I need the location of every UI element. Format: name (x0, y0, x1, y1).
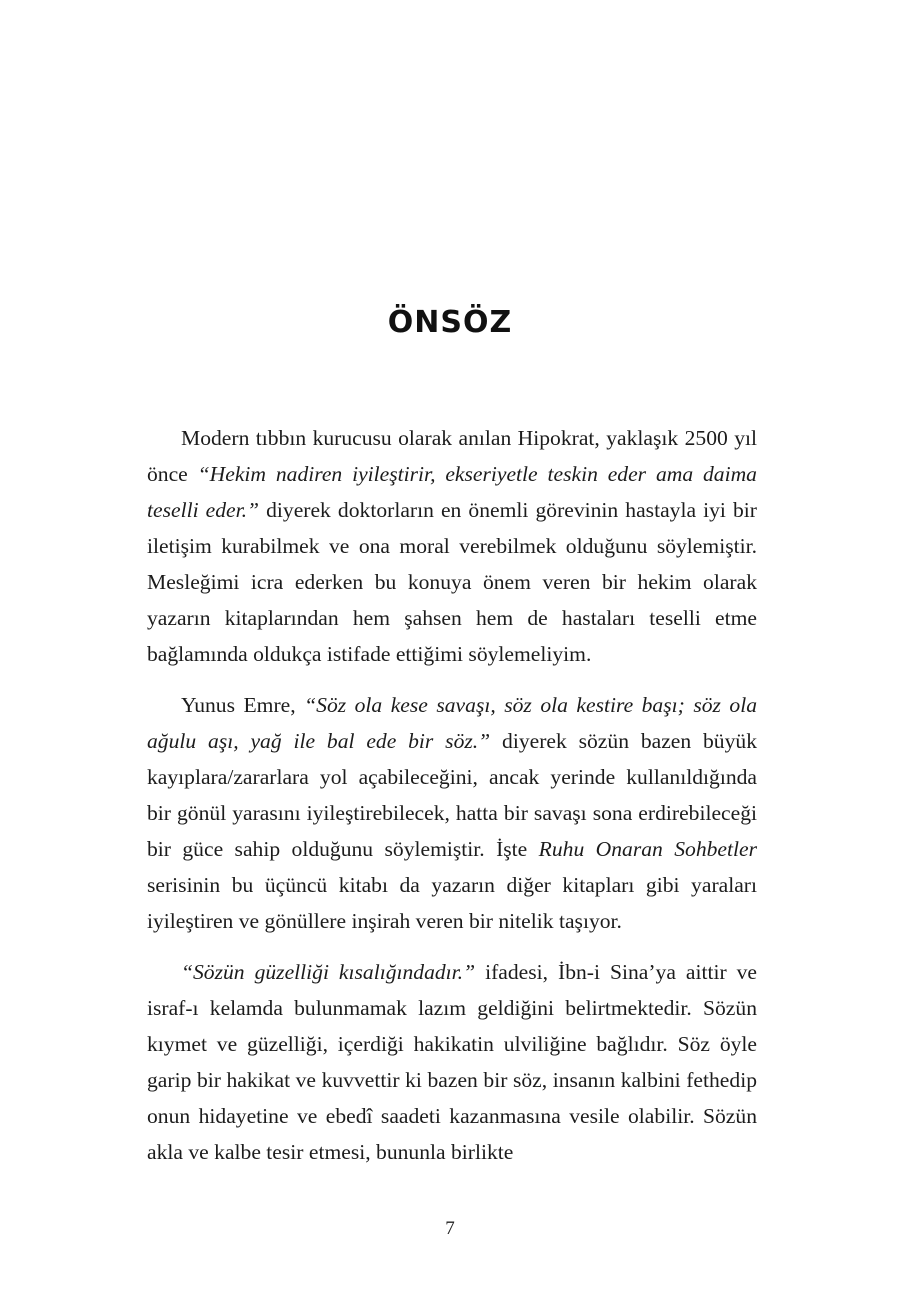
paragraph-2-text-c: serisinin bu üçüncü kitabı da yazarın diğer kitapları gibi yaraları iyileştiren ve gönüllere inşirah veren bir nitelik taşıyor. (147, 873, 757, 933)
preface-body (147, 420, 757, 1170)
paragraph-3 (147, 954, 757, 1170)
paragraph-1-text-b: diyerek doktorların en önemli görevinin hastayla iyi bir iletişim kurabilmek ve ona moral verebilmek olduğunu söylemiştir. Mesleğimi icra ederken bu konuya önem veren bir hekim olarak yazarın kitaplarından hem şahsen hem de hastaları teselli etme bağlamında oldukça istifade ettiğimi söylemeliyim. (147, 498, 757, 666)
paragraph-2-quote: “Söz ola kese savaşı, söz ola kestire başı; söz ola ağulu aşı, yağ ile bal ede bir söz.” (147, 693, 757, 753)
paragraph-1 (147, 420, 757, 672)
paragraph-3-text-a: ifadesi, İbn-i Sina’ya aittir ve israf-ı kelamda bulunmamak lazım geldiğini belirtmektedir. Sözün kıymet ve güzelliği, içerdiği hakikatin ulviliğine bağlıdır. Söz öyle garip bir hakikat ve kuvvettir ki bazen bir söz, insanın kalbini fethedip onun hidayetine ve ebedî saadeti kazanmasına vesile olabilir. Sözün akla ve kalbe tesir etmesi, bununla birlikte (147, 960, 757, 1164)
paragraph-1-text-a: Modern tıbbın kurucusu olarak anılan Hipokrat, yaklaşık 2500 yıl önce (147, 426, 757, 486)
paragraph-2-text-b: diyerek sözün bazen büyük kayıplara/zararlara yol açabileceğini, ancak yerinde kullanıldığında bir gönül yarasını iyileştirebilecek, hatta bir savaşı sona erdirebileceği bir güce sahip olduğunu söylemiştir. İşte (147, 729, 757, 861)
paragraph-2 (147, 687, 757, 939)
paragraph-3-quote: “Sözün güzelliği kısalığındadır.” (181, 960, 476, 984)
paragraph-2-text-a: Yunus Emre, (181, 693, 305, 717)
paragraph-1-quote: “Hekim nadiren iyileştirir, ekseriyetle teskin eder ama daima teselli eder.” (147, 462, 757, 522)
paragraph-2-book-title: Ruhu Onaran Sohbetler (538, 837, 757, 861)
page-title: ÖNSÖZ (387, 305, 513, 340)
page-number: 7 (445, 1218, 455, 1239)
